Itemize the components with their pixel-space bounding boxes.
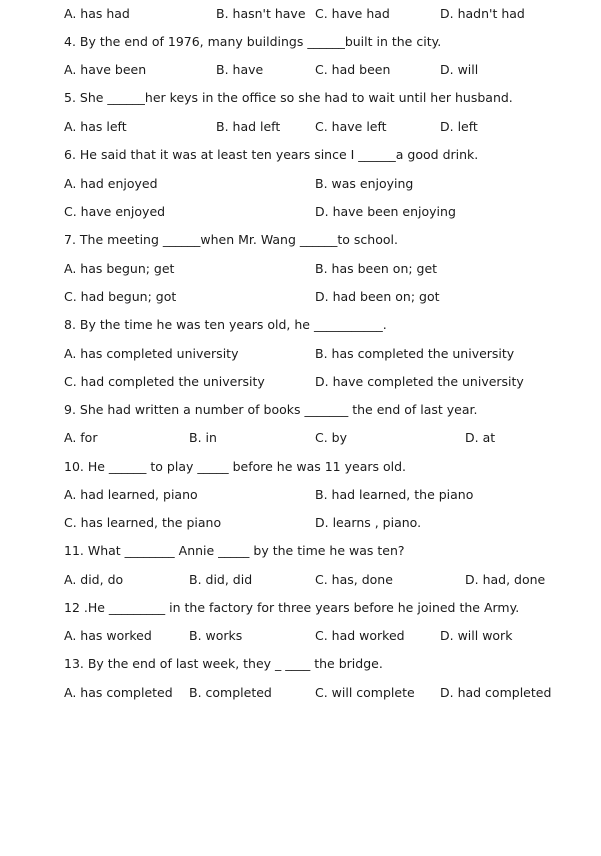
q7-option-a: A. has begun; get	[64, 261, 175, 276]
q6-option-b: B. was enjoying	[315, 176, 414, 191]
q8-option-d: D. have completed the university	[315, 374, 524, 389]
q11-option-c: C. has, done	[315, 572, 393, 587]
q6-option-a: A. had enjoyed	[64, 176, 158, 191]
q3-option-c: C. have had	[315, 6, 390, 21]
q4-option-d: D. will	[440, 62, 479, 77]
q11-option-a: A. did, do	[64, 572, 124, 587]
q5-option-c: C. have left	[315, 119, 387, 134]
q10-option-b: B. had learned, the piano	[315, 487, 474, 502]
q9-option-d: D. at	[465, 430, 496, 445]
q13-option-a: A. has completed	[64, 685, 173, 700]
q10-option-a: A. had learned, piano	[64, 487, 198, 502]
q3-option-a: A. has had	[64, 6, 130, 21]
q5-option-a: A. has left	[64, 119, 127, 134]
q9-option-a: A. for	[64, 430, 98, 445]
question-9-stem: 9. She had written a number of books _______ the end of last year.	[64, 402, 478, 417]
q13-option-c: C. will complete	[315, 685, 415, 700]
question-13-stem: 13. By the end of last week, they _ ____ the bridge.	[64, 656, 383, 671]
q10-option-c: C. has learned, the piano	[64, 515, 222, 530]
q13-option-b: B. completed	[189, 685, 272, 700]
question-11-stem: 11. What ________ Annie _____ by the time he was ten?	[64, 543, 405, 558]
q11-option-b: B. did, did	[189, 572, 253, 587]
q3-option-d: D. hadn't had	[440, 6, 525, 21]
q4-option-a: A. have been	[64, 62, 147, 77]
q12-option-b: B. works	[189, 628, 243, 643]
question-10-stem: 10. He ______ to play _____ before he was 11 years old.	[64, 459, 407, 474]
q7-option-d: D. had been on; got	[315, 289, 440, 304]
q13-option-d: D. had completed	[440, 685, 552, 700]
q12-option-d: D. will work	[440, 628, 513, 643]
q12-option-c: C. had worked	[315, 628, 405, 643]
q10-option-d: D. learns , piano.	[315, 515, 422, 530]
question-4-stem: 4. By the end of 1976, many buildings ______built in the city.	[64, 34, 442, 49]
q6-option-c: C. have enjoyed	[64, 204, 166, 219]
q5-option-d: D. left	[440, 119, 478, 134]
q7-option-b: B. has been on; get	[315, 261, 438, 276]
question-5-stem: 5. She ______her keys in the office so she had to wait until her husband.	[64, 90, 513, 105]
q3-option-b: B. hasn't have	[216, 6, 306, 21]
q4-option-c: C. had been	[315, 62, 391, 77]
q4-option-b: B. have	[216, 62, 264, 77]
q9-option-c: C. by	[315, 430, 348, 445]
question-6-stem: 6. He said that it was at least ten years since I ______a good drink.	[64, 147, 479, 162]
question-8-stem: 8. By the time he was ten years old, he ___________.	[64, 317, 387, 332]
q11-option-d: D. had, done	[465, 572, 546, 587]
q6-option-d: D. have been enjoying	[315, 204, 456, 219]
q8-option-b: B. has completed the university	[315, 346, 515, 361]
q8-option-a: A. has completed university	[64, 346, 239, 361]
q9-option-b: B. in	[189, 430, 217, 445]
q12-option-a: A. has worked	[64, 628, 152, 643]
q7-option-c: C. had begun; got	[64, 289, 177, 304]
question-7-stem: 7. The meeting ______when Mr. Wang ______to school.	[64, 232, 398, 247]
question-12-stem: 12 .He _________ in the factory for three years before he joined the Army.	[64, 600, 520, 615]
q8-option-c: C. had completed the university	[64, 374, 265, 389]
q5-option-b: B. had left	[216, 119, 281, 134]
